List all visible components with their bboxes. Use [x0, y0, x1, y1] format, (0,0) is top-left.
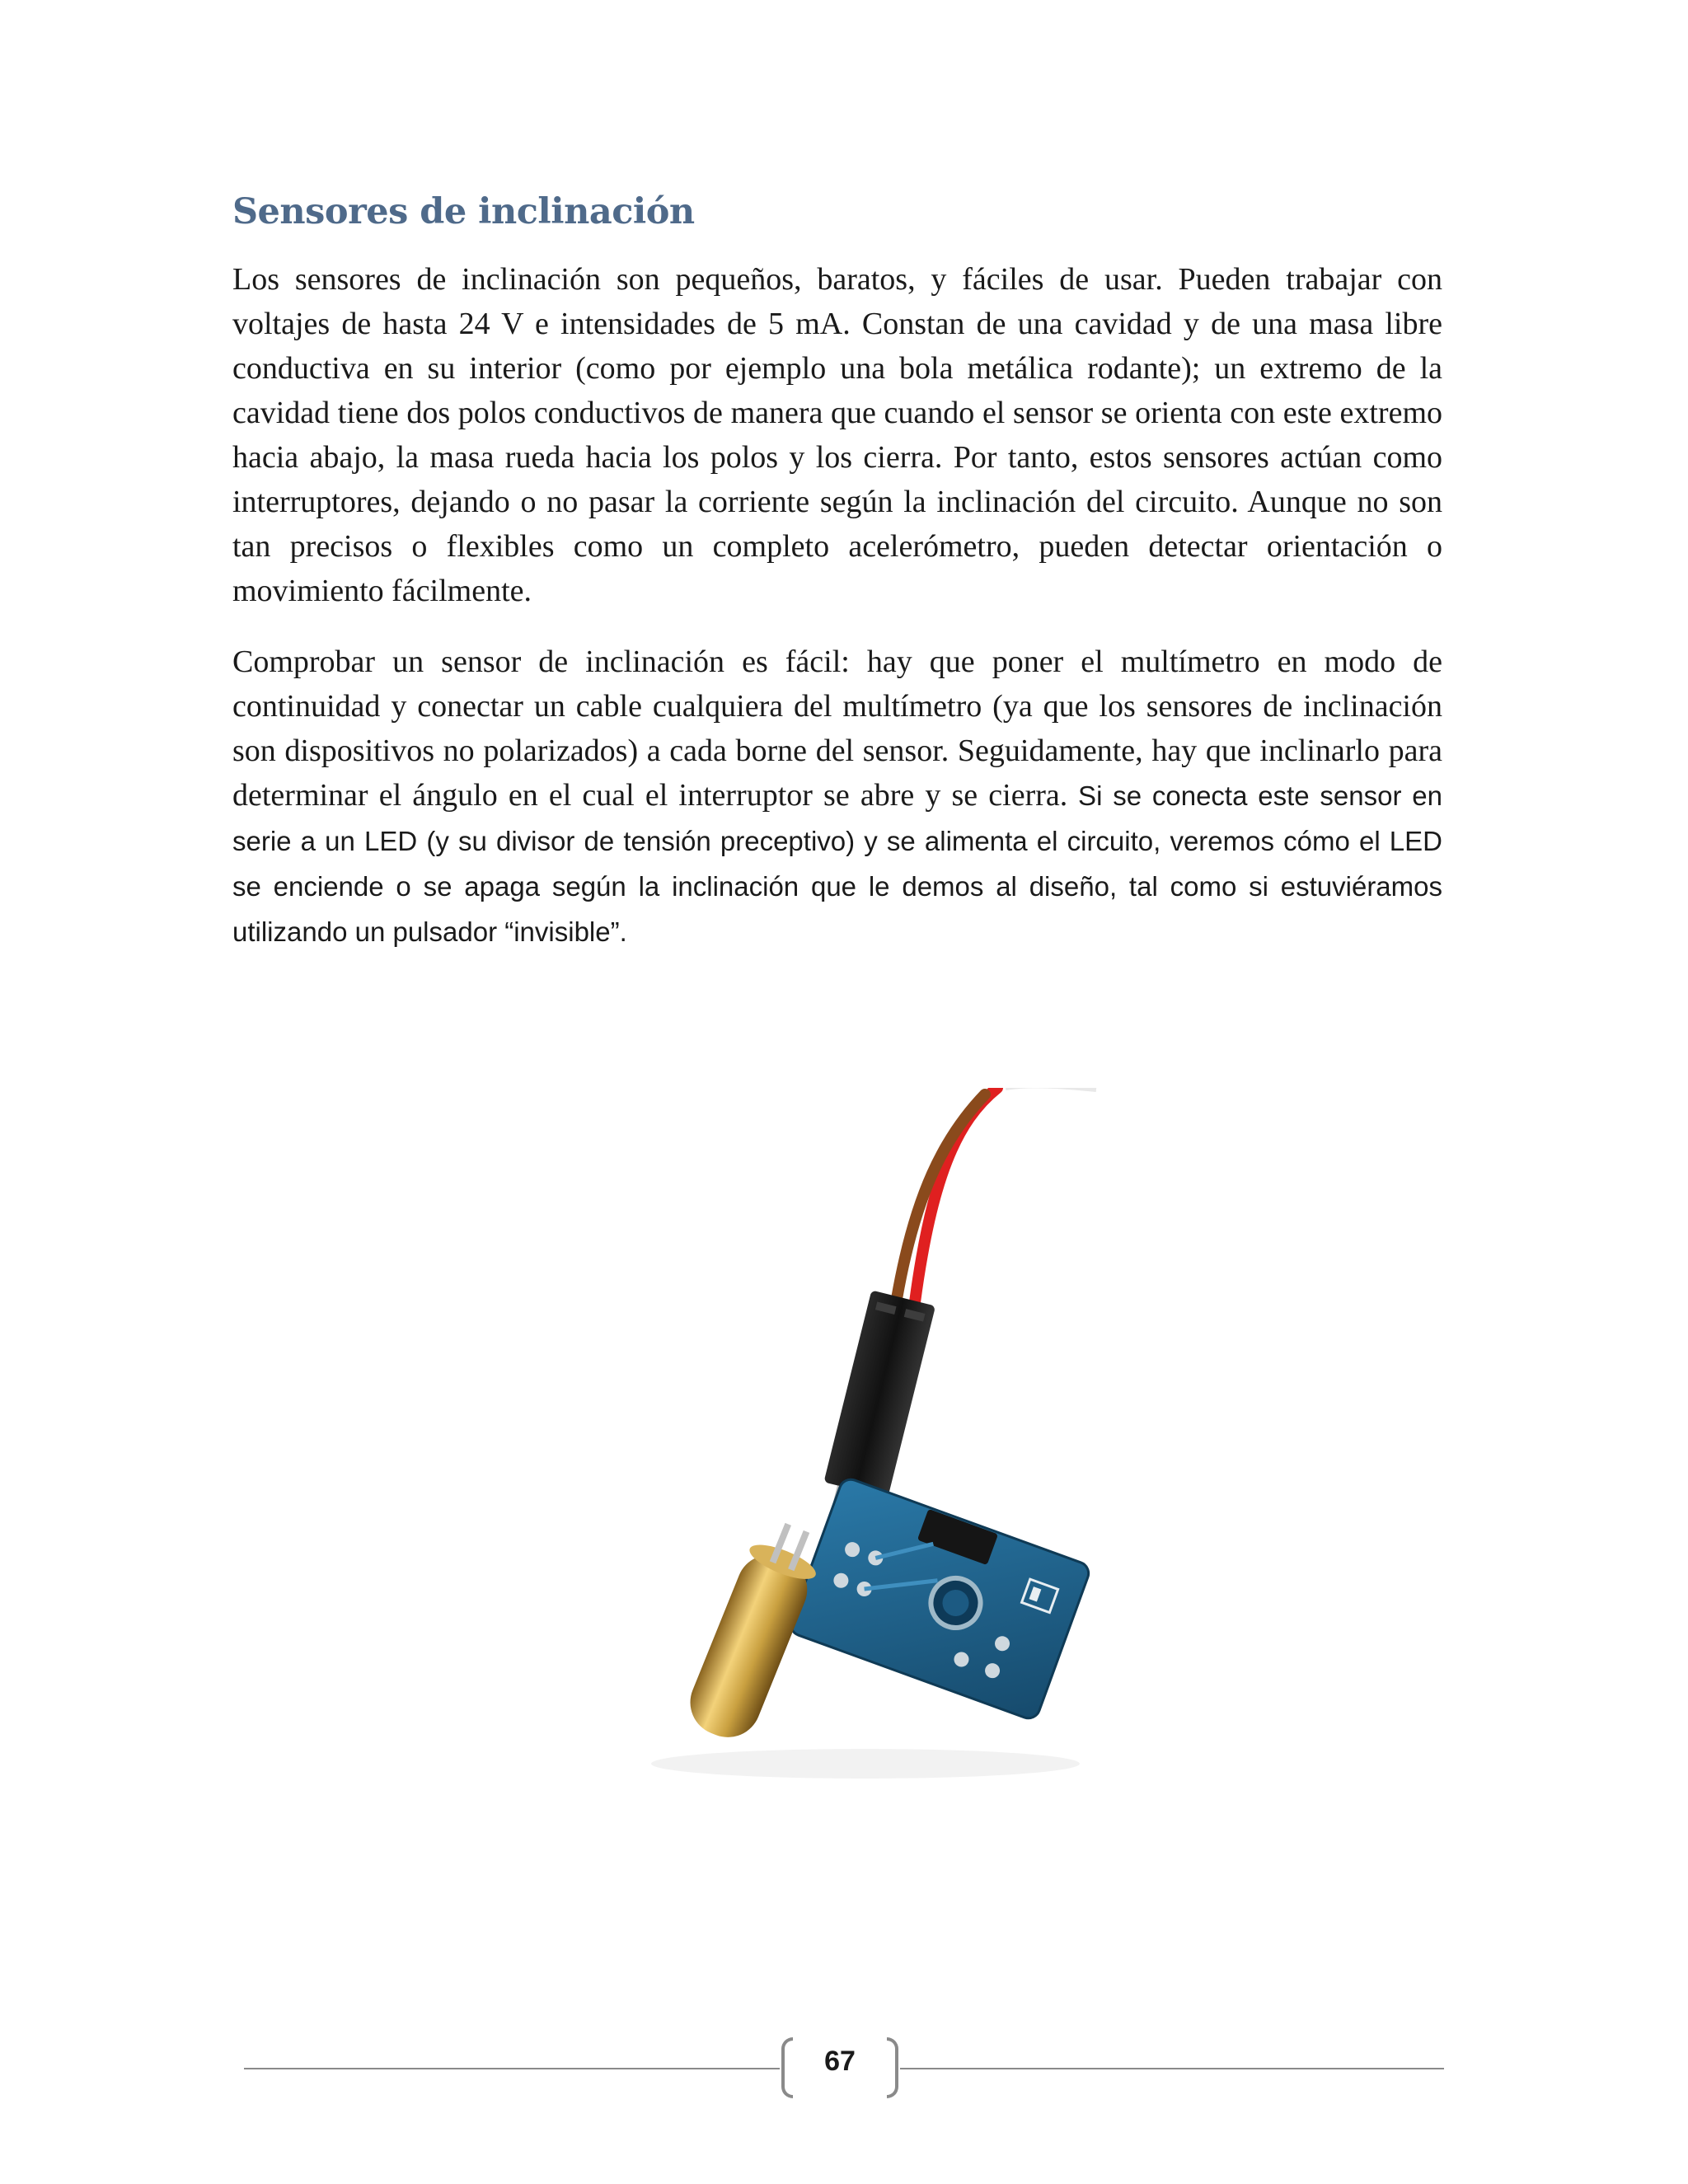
footer-bracket-left [781, 2037, 793, 2098]
section-heading: Sensores de inclinación [232, 191, 695, 232]
paragraph-testing-sans: Si se conecta este sensor en serie a un LED (y su divisor de tensión preceptivo) y se alimenta el circuito, veremos cómo el LED se enciende o se apaga según la inclinación que le demos al diseño, tal como si estuviéramos utilizando un pulsador “invisible”. [232, 780, 1442, 947]
paragraph-testing [232, 640, 1442, 954]
tilt-sensor-photo [569, 1088, 1162, 1813]
paragraph-testing-serif: Comprobar un sensor de inclinación es fácil: hay que poner el multímetro en modo de continuidad y conectar un cable cualquiera del multímetro (ya que los sensores de inclinación son dispositivos no polarizados) a cada borne del sensor. Seguidamente, hay que inclinarlo para determinar el ángulo en el cual el interruptor se abre y se cierra. [232, 644, 1442, 813]
pcb-board [787, 1476, 1091, 1721]
footer-bracket-right [887, 2037, 898, 2098]
footer-rule-right [900, 2068, 1444, 2069]
tilt-sensor-illustration [569, 1088, 1162, 1813]
paragraph-intro: Los sensores de inclinación son pequeños, baratos, y fáciles de usar. Pueden trabajar con voltajes de hasta 24 V e intensidades de 5 mA. Constan de una cavidad y de una masa libre conductiva en su interior (como por ejemplo una bola metálica rodante); un extremo de la cavidad tiene dos polos conductivos de manera que cuando el sensor se orienta con este extremo hacia abajo, la masa rueda hacia los polos y los cierra. Por tanto, estos sensores actúan como interruptores, dejando o no pasar la corriente según la inclinación del circuito. Aunque no son tan precisos o flexibles como un completo acelerómetro, pueden detectar orientación o movimiento fácilmente. [232, 262, 1442, 608]
footer-rule-left [244, 2068, 780, 2069]
page-footer [244, 2036, 1444, 2102]
page-number: 67 [824, 2046, 856, 2077]
